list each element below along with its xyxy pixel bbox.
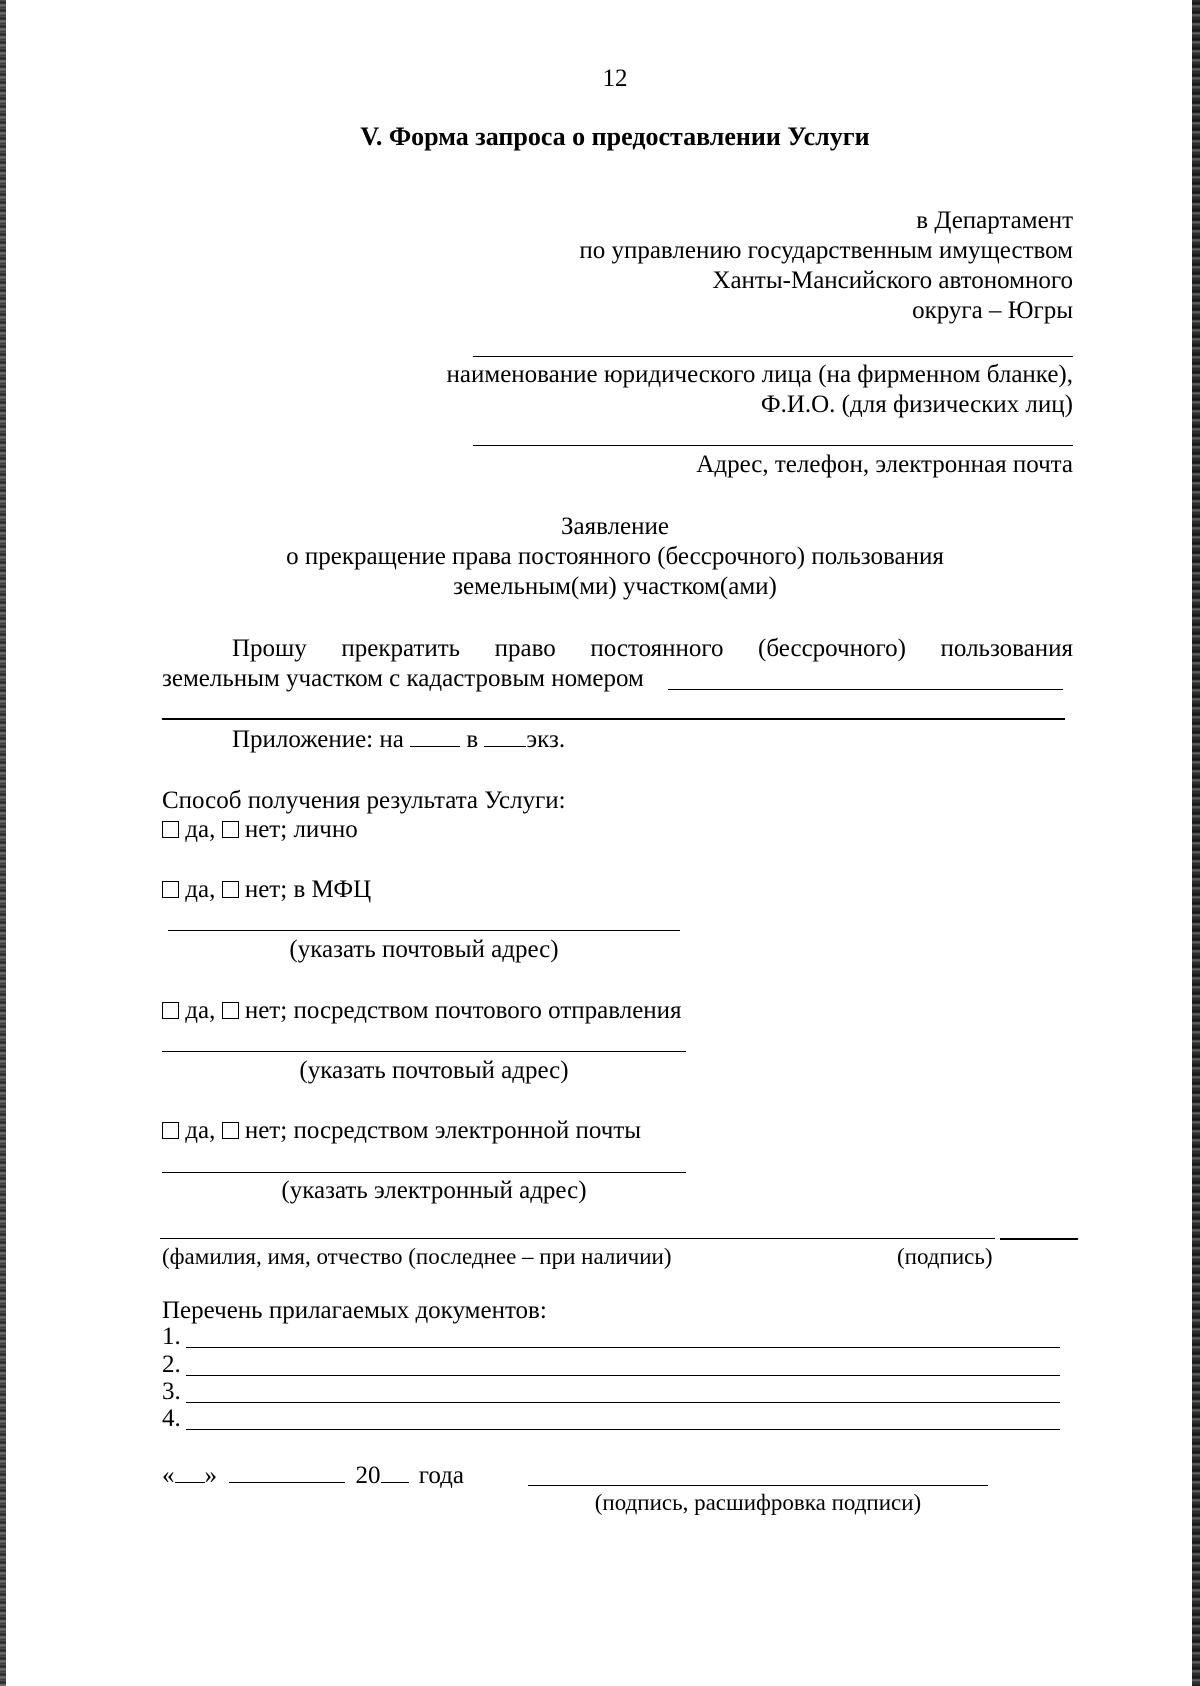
addressee-line-3: Ханты-Мансийского автономного [712, 267, 1073, 294]
email-address-field[interactable] [162, 1172, 686, 1173]
date-day-field[interactable] [175, 1460, 205, 1483]
document-item-4-field[interactable] [186, 1429, 1060, 1430]
statement-subtitle-2: земельным(ми) участком(ами) [453, 573, 777, 600]
attachment-pages-field[interactable] [410, 724, 460, 747]
checkbox-no-mfc[interactable] [222, 881, 239, 898]
documents-heading: Перечень прилагаемых документов: [162, 1297, 547, 1324]
checkbox-yes-email[interactable] [162, 1122, 179, 1139]
document-item-2-field[interactable] [186, 1375, 1060, 1376]
date-month-field[interactable] [229, 1460, 345, 1483]
section-title: V. Форма запроса о предоставлении Услуги [360, 122, 870, 151]
attachment-copies-field[interactable] [484, 724, 526, 747]
document-item-1-number: 1. [162, 1323, 181, 1350]
attachment-line [232, 724, 565, 755]
yes-label: да, [185, 876, 216, 903]
final-signature-caption: (подпись, расшифровка подписи) [594, 1490, 922, 1515]
checkbox-yes-mfc[interactable] [162, 881, 179, 898]
checkbox-no-email[interactable] [222, 1122, 239, 1139]
date-year-suffix: года [418, 1462, 464, 1489]
post-address-field[interactable] [162, 1051, 686, 1052]
attachment-mid: в [466, 726, 479, 753]
yes-label: да, [185, 997, 216, 1024]
attachment-suffix: экз. [526, 726, 566, 753]
addressee-line-1: в Департамент [916, 207, 1073, 234]
statement-title: Заявление [560, 513, 670, 540]
signature-line[interactable] [1000, 1238, 1078, 1240]
date-line [162, 1460, 464, 1491]
delivery-method-personal: лично [293, 816, 358, 843]
date-year-prefix: 20 [355, 1462, 381, 1489]
checkbox-no-personal[interactable] [222, 821, 239, 838]
request-line-2: земельным участком с кадастровым номером [162, 665, 644, 692]
no-label: нет; [244, 876, 288, 903]
addressee-line-2: по управлению государственным имуществом [579, 237, 1073, 264]
mfc-address-caption: (указать почтовый адрес) [289, 936, 559, 963]
no-label: нет; [244, 1117, 288, 1144]
post-address-caption: (указать почтовый адрес) [299, 1057, 569, 1084]
sign-caption: (подпись) [897, 1244, 993, 1269]
addressee-line-4: округа – Югры [912, 297, 1073, 324]
no-label: нет; [244, 997, 288, 1024]
document-item-4-number: 4. [162, 1405, 181, 1432]
delivery-method-email: посредством электронной почты [293, 1117, 642, 1144]
request-line-1: Прошу прекратить право постоянного (бессрочного) пользования [232, 635, 1073, 662]
delivery-heading: Способ получения результата Услуги: [162, 787, 566, 814]
date-close-quote: » [204, 1462, 217, 1489]
document-item-3-field[interactable] [186, 1402, 1060, 1403]
checkbox-yes-post[interactable] [162, 1002, 179, 1019]
scan-edge-left [0, 0, 6, 1686]
applicant-name-line[interactable] [473, 356, 1073, 357]
fio-caption: (фамилия, имя, отчество (последнее – при наличии) [162, 1244, 672, 1269]
request-continuation-line[interactable] [162, 718, 1065, 720]
delivery-option-email [162, 1116, 641, 1146]
applicant-contact-caption: Адрес, телефон, электронная почта [696, 451, 1073, 478]
no-label: нет; [244, 816, 288, 843]
date-year-field[interactable] [381, 1460, 409, 1483]
attachment-prefix: Приложение: на [232, 726, 404, 753]
delivery-option-post [162, 996, 682, 1026]
yes-label: да, [185, 1117, 216, 1144]
document-item-2-number: 2. [162, 1351, 181, 1378]
final-signature-line[interactable] [528, 1485, 988, 1486]
date-open-quote: « [162, 1462, 175, 1489]
fio-signature-line[interactable] [160, 1238, 995, 1239]
statement-subtitle-1: о прекращение права постоянного (бессрочного) пользования [286, 543, 944, 570]
document-item-1-field[interactable] [186, 1347, 1060, 1348]
applicant-name-caption-1: наименование юридического лица (на фирменном бланке), [446, 361, 1073, 388]
delivery-option-mfc [162, 875, 371, 905]
delivery-method-post: посредством почтового отправления [293, 997, 682, 1024]
applicant-name-caption-2: Ф.И.О. (для физических лиц) [760, 391, 1073, 418]
delivery-option-personal [162, 815, 358, 845]
document-item-3-number: 3. [162, 1378, 181, 1405]
checkbox-yes-personal[interactable] [162, 821, 179, 838]
checkbox-no-post[interactable] [222, 1002, 239, 1019]
cadastral-number-field[interactable] [668, 689, 1063, 690]
yes-label: да, [185, 816, 216, 843]
email-address-caption: (указать электронный адрес) [281, 1177, 587, 1204]
page-number: 12 [602, 65, 628, 92]
delivery-method-mfc: в МФЦ [293, 876, 372, 903]
scan-edge-right [1192, 0, 1200, 1686]
mfc-address-field[interactable] [168, 930, 680, 931]
applicant-contact-line[interactable] [473, 445, 1073, 446]
